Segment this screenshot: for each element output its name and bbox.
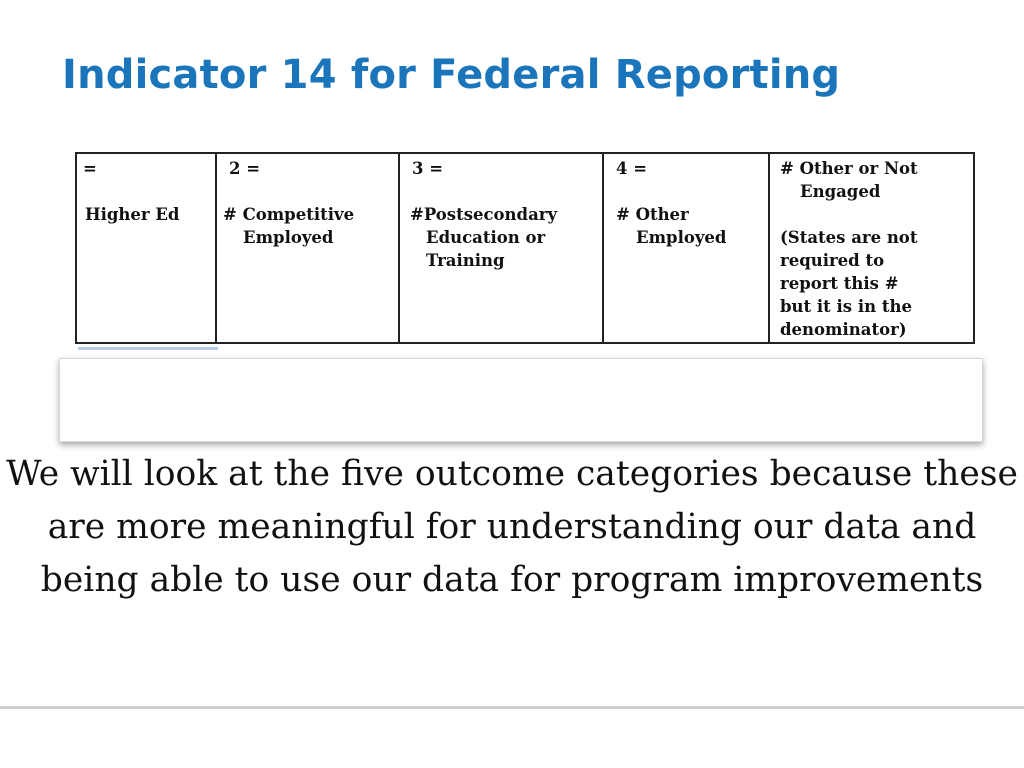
col5-heading-line1: # Other or Not (780, 159, 918, 178)
outcome-col-competitive-employed (216, 153, 399, 343)
slide-body-text: We will look at the five outcome categories because these are more meaningful for understanding our data and being able to use our data for program improvements (6, 454, 1018, 600)
col3-label-line3: Training (426, 251, 505, 270)
col2-number: 2 = (229, 159, 261, 178)
col1-label: Higher Ed (85, 205, 180, 224)
outcome-col-not-engaged (769, 153, 974, 343)
col5-note-line2: required to (780, 251, 885, 270)
col3-number: 3 = (412, 159, 444, 178)
outcome-col-higher-ed (76, 153, 216, 343)
col2-label-line1: # Competitive (223, 205, 355, 224)
col4-label-line1: # Other (616, 205, 689, 224)
outcome-table-grid (75, 152, 975, 344)
col4-number: 4 = (616, 159, 648, 178)
blank-shadow-box (59, 358, 983, 442)
outcome-table (75, 152, 973, 344)
outcome-col-other-employed (603, 153, 769, 343)
bottom-divider (0, 706, 1024, 709)
col4-label-line2: Employed (636, 228, 727, 247)
col5-heading-line2: Engaged (800, 182, 881, 201)
col5-note-line5: denominator) (780, 320, 907, 339)
col3-label-line2: Education or (426, 228, 546, 247)
col5-note-line3: report this # (780, 274, 899, 293)
col1-number: = (83, 159, 97, 178)
col2-label-line2: Employed (243, 228, 334, 247)
col3-label-line1: #Postsecondary (410, 205, 558, 224)
outcome-col-postsecondary (399, 153, 603, 343)
col5-note-line4: but it is in the (780, 297, 912, 316)
slide-title: Indicator 14 for Federal Reporting (62, 52, 841, 98)
col5-note-line1: (States are not (780, 228, 918, 247)
